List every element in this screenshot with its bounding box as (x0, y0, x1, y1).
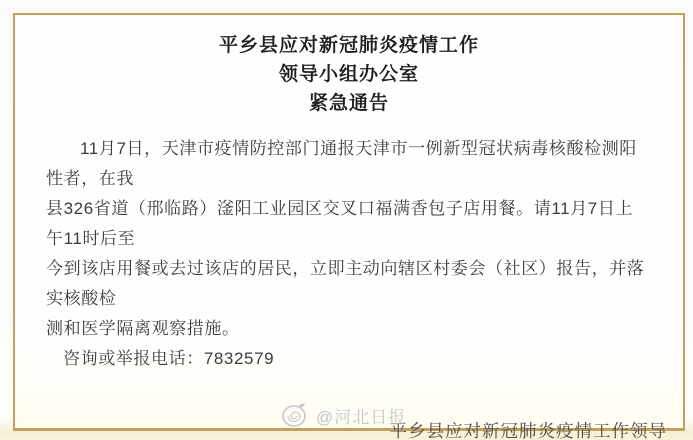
body-line: 今到该店用餐或去过该店的居民，立即主动向辖区村委会（社区）报告，并落实核酸检 (46, 259, 645, 308)
hotline (46, 344, 645, 374)
notice-frame (13, 13, 685, 440)
notice-title (15, 31, 683, 118)
weibo-watermark (281, 402, 406, 428)
body-line: 测和医学隔离观察措施。 (46, 319, 240, 338)
signature-line-1: 平乡县应对新冠肺炎疫情工作领导 (389, 421, 667, 440)
title-line-3: 紧急通告 (308, 93, 389, 114)
body-line: 县326省道（邢临路）滏阳工业园区交叉口福满香包子店用餐。请11月7日上午11时后至 (46, 199, 634, 248)
notice-body (46, 134, 645, 344)
body-line: 11月7日，天津市疫情防控部门通报天津市一例新型冠状病毒核酸检测阳性者，在我 (46, 139, 637, 188)
title-line-2: 领导小组办公室 (278, 64, 419, 85)
hotline-label: 咨询或举报电话： (63, 349, 204, 368)
watermark-handle: @河北日报 (316, 407, 407, 427)
hebei-daily-logo-icon (281, 402, 309, 428)
hotline-number: 7832579 (203, 349, 275, 368)
title-line-1: 平乡县应对新冠肺炎疫情工作 (218, 35, 479, 56)
